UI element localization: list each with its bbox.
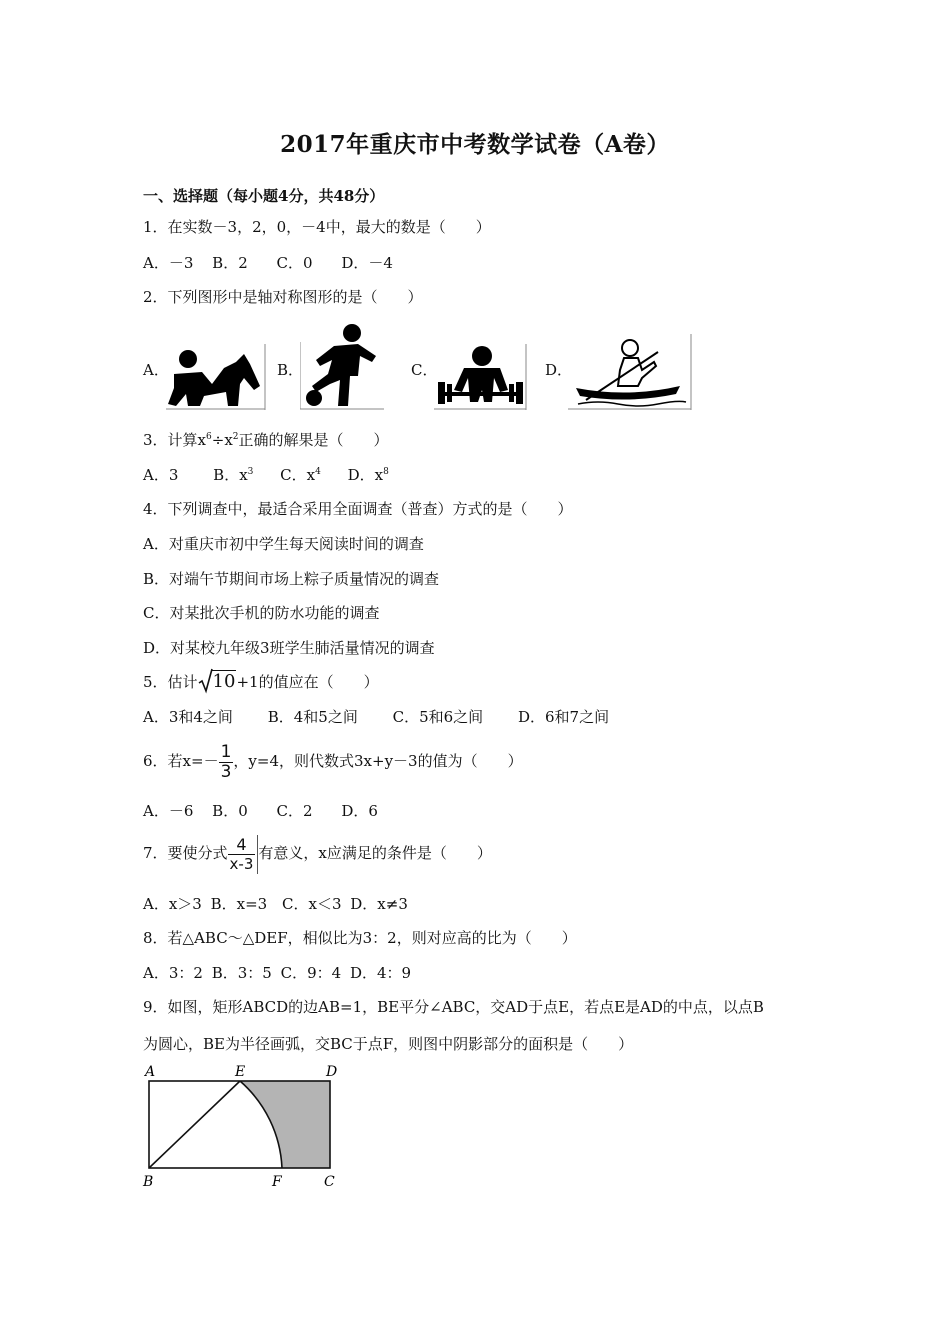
option-a[interactable]: A． (143, 361, 169, 379)
question-8-options (143, 963, 411, 983)
option-a[interactable]: A．－6 (143, 802, 194, 820)
point-d-label: D (326, 1064, 338, 1080)
weightlifter-figure (434, 344, 527, 410)
option-c[interactable]: C．2 (276, 802, 313, 820)
horse-rider-figure (166, 344, 267, 410)
question-4: 4．下列调查中，最适合采用全面调查（普查）方式的是（ ） (143, 500, 573, 518)
question-9-line-1: 9．如图，矩形ABCD的边AB=1，BE平分∠ABC，交AD于点E，若点E是AD的中点，以点B (143, 998, 764, 1016)
option-b[interactable]: B．3：5 (211, 964, 272, 982)
option-d[interactable]: D．－4 (341, 254, 393, 272)
option-d[interactable]: D．对某校九年级3班学生肺活量情况的调查 (143, 639, 435, 657)
point-c-label: C (324, 1174, 335, 1190)
option-d[interactable]: D．4：9 (349, 964, 412, 982)
page-title: 2017年重庆市中考数学试卷（A卷） (280, 131, 670, 158)
point-e-label: E (235, 1064, 246, 1080)
radical-sign-icon (198, 668, 214, 694)
fraction: $\frac{4}{x-3}$ (228, 835, 259, 874)
football-player-figure (300, 322, 384, 410)
option-a[interactable]: A．3：2 (143, 964, 203, 982)
question-1: 1．在实数－3，2，0，－4中，最大的数是（ ） (143, 218, 491, 236)
point-a-label: A (145, 1064, 156, 1080)
option-d[interactable]: D．6 (341, 802, 378, 820)
option-a[interactable]: A．x＞3 (143, 895, 202, 913)
question-5-options (143, 707, 609, 727)
question-7-options (143, 894, 408, 914)
option-c[interactable]: C． (411, 361, 438, 379)
option-b[interactable]: B．0 (212, 802, 248, 820)
question-1-options (143, 253, 393, 273)
point-f-label: F (272, 1174, 282, 1190)
option-b[interactable]: B．x=3 (210, 895, 268, 913)
option-d[interactable]: D．$x^8$ (347, 466, 389, 484)
option-b[interactable]: B．$x^3$ (213, 466, 254, 484)
section-heading: 一、选择题（每小题4分，共48分） (143, 187, 385, 205)
question-9-line-2: 为圆心，BE为半径画弧，交BC于点F，则图中阴影部分的面积是（ ） (143, 1035, 634, 1053)
option-a[interactable]: A．对重庆市初中学生每天阅读时间的调查 (143, 535, 424, 553)
option-a[interactable]: A．3 (143, 466, 179, 484)
kayaker-figure (568, 334, 692, 410)
question-7: 7．要使分式 $\frac{4}{x-3}$ 有意义，x应满足的条件是（ ） (143, 834, 492, 873)
option-c[interactable]: C．0 (276, 254, 313, 272)
segment-be (149, 1081, 240, 1168)
option-c[interactable]: C．x＜3 (282, 895, 342, 913)
question-6: 6．若x=－ $\frac{1}{3}$ ，y=4，则代数式3x+y－3的值为（ ） (143, 741, 523, 782)
fraction: $\frac{1}{3}$ (220, 741, 232, 782)
option-a[interactable]: A．－3 (143, 254, 194, 272)
option-d[interactable]: D．x≠3 (350, 895, 408, 913)
question-2: 2．下列图形中是轴对称图形的是（ ） (143, 288, 423, 306)
question-8: 8．若△ABC～△DEF，相似比为3：2，则对应高的比为（ ） (143, 929, 577, 947)
option-b[interactable]: B．2 (212, 254, 248, 272)
option-b[interactable]: B．4和5之间 (267, 708, 358, 726)
point-b-label: B (143, 1174, 154, 1190)
option-a[interactable]: A．3和4之间 (143, 708, 233, 726)
question-3: 3．计算$x^6\div x^2$正确的解果是（ ） (143, 431, 389, 449)
question-6-options (143, 801, 378, 821)
option-d[interactable]: D．6和7之间 (517, 708, 610, 726)
geometry-figure (140, 1062, 340, 1192)
question-5: 5．估计 10+1的值应在（ ） (143, 668, 379, 696)
option-c[interactable]: C．对某批次手机的防水功能的调查 (143, 604, 380, 622)
option-b[interactable]: B． (277, 361, 304, 379)
option-d[interactable]: D． (545, 361, 573, 379)
option-c[interactable]: C．5和6之间 (392, 708, 484, 726)
option-b[interactable]: B．对端午节期间市场上粽子质量情况的调查 (143, 570, 440, 588)
option-c[interactable]: C．$x^4$ (280, 466, 321, 484)
question-3-options (143, 465, 389, 485)
option-c[interactable]: C．9：4 (280, 964, 342, 982)
square-root: 10 (198, 668, 237, 696)
